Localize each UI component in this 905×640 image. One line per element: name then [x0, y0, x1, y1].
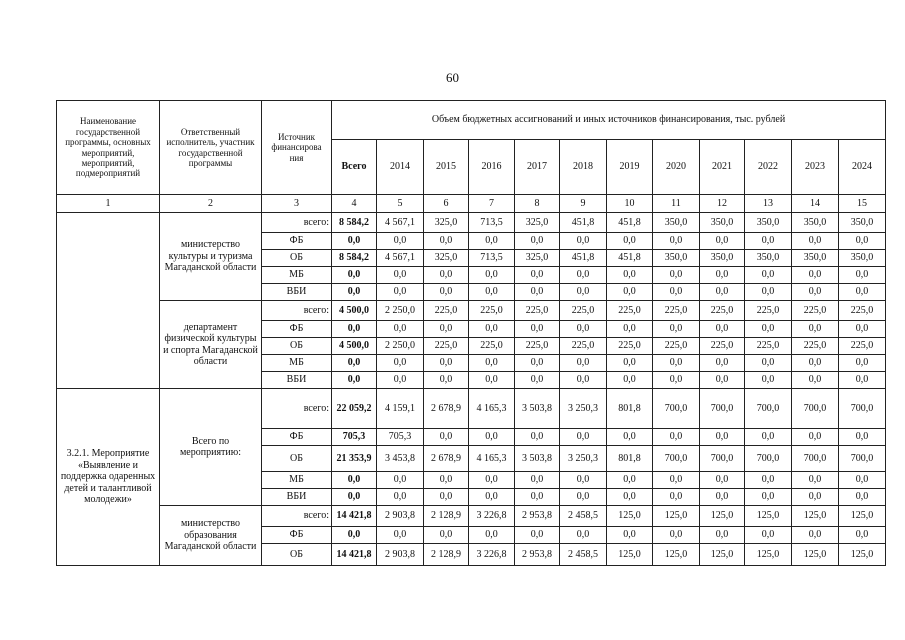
year-value-cell: 4 567,1 — [377, 213, 424, 233]
year-value-cell: 0,0 — [607, 284, 653, 301]
funding-source-cell: ОБ — [262, 338, 332, 355]
year-value-cell: 713,5 — [469, 213, 515, 233]
year-value-cell: 0,0 — [700, 284, 745, 301]
year-value-cell: 0,0 — [700, 372, 745, 389]
funding-source-cell: ФБ — [262, 321, 332, 338]
year-value-cell: 0,0 — [424, 429, 469, 446]
funding-source-cell: ФБ — [262, 233, 332, 250]
year-value-cell: 225,0 — [653, 301, 700, 321]
column-number: 5 — [377, 195, 424, 213]
year-value-cell: 0,0 — [515, 321, 560, 338]
total-cell: 0,0 — [332, 321, 377, 338]
total-cell: 0,0 — [332, 489, 377, 506]
total-cell: 0,0 — [332, 472, 377, 489]
year-value-cell: 0,0 — [469, 527, 515, 544]
program-name-cell: 3.2.1. Мероприятие «Выявление и поддержка одаренных детей и талантливой молодежи» — [57, 389, 160, 566]
year-value-cell: 0,0 — [377, 321, 424, 338]
year-value-cell: 0,0 — [607, 233, 653, 250]
total-cell: 8 584,2 — [332, 213, 377, 233]
column-number: 15 — [839, 195, 886, 213]
year-value-cell: 225,0 — [515, 301, 560, 321]
year-value-cell: 0,0 — [515, 372, 560, 389]
column-number: 13 — [745, 195, 792, 213]
year-value-cell: 0,0 — [700, 355, 745, 372]
year-value-cell: 0,0 — [515, 284, 560, 301]
header-total: Всего — [332, 140, 377, 195]
column-number: 12 — [700, 195, 745, 213]
year-value-cell: 3 226,8 — [469, 506, 515, 527]
year-value-cell: 0,0 — [653, 267, 700, 284]
year-value-cell: 700,0 — [792, 389, 839, 429]
year-value-cell: 0,0 — [792, 489, 839, 506]
year-value-cell: 0,0 — [653, 429, 700, 446]
year-value-cell: 0,0 — [700, 267, 745, 284]
year-value-cell: 4 567,1 — [377, 250, 424, 267]
year-value-cell: 0,0 — [745, 267, 792, 284]
funding-source-cell: МБ — [262, 472, 332, 489]
funding-source-cell: ОБ — [262, 250, 332, 267]
year-value-cell: 0,0 — [515, 527, 560, 544]
table-row — [57, 389, 886, 429]
year-value-cell: 0,0 — [839, 372, 886, 389]
funding-source-cell: МБ — [262, 355, 332, 372]
funding-source-cell: всего: — [262, 213, 332, 233]
year-value-cell: 125,0 — [792, 506, 839, 527]
year-value-cell: 125,0 — [839, 544, 886, 566]
total-cell: 0,0 — [332, 284, 377, 301]
year-value-cell: 4 165,3 — [469, 389, 515, 429]
year-value-cell: 0,0 — [607, 267, 653, 284]
year-value-cell: 350,0 — [745, 213, 792, 233]
year-value-cell: 4 165,3 — [469, 446, 515, 472]
year-value-cell: 0,0 — [745, 527, 792, 544]
year-value-cell: 0,0 — [469, 472, 515, 489]
year-value-cell: 0,0 — [700, 233, 745, 250]
year-value-cell: 125,0 — [792, 544, 839, 566]
total-cell: 8 584,2 — [332, 250, 377, 267]
year-value-cell: 0,0 — [560, 284, 607, 301]
year-value-cell: 0,0 — [469, 284, 515, 301]
year-value-cell: 0,0 — [839, 472, 886, 489]
total-cell: 0,0 — [332, 527, 377, 544]
year-value-cell: 225,0 — [745, 338, 792, 355]
year-value-cell: 0,0 — [560, 527, 607, 544]
year-value-cell: 0,0 — [745, 489, 792, 506]
year-value-cell: 4 159,1 — [377, 389, 424, 429]
year-value-cell: 225,0 — [792, 338, 839, 355]
year-value-cell: 2 953,8 — [515, 544, 560, 566]
year-value-cell: 0,0 — [560, 355, 607, 372]
year-value-cell: 0,0 — [424, 321, 469, 338]
year-value-cell: 3 453,8 — [377, 446, 424, 472]
year-value-cell: 225,0 — [607, 301, 653, 321]
header-year: 2021 — [700, 140, 745, 195]
year-value-cell: 0,0 — [377, 355, 424, 372]
year-value-cell: 0,0 — [424, 267, 469, 284]
year-value-cell: 2 128,9 — [424, 544, 469, 566]
year-value-cell: 0,0 — [377, 267, 424, 284]
funding-source-cell: ВБИ — [262, 284, 332, 301]
year-value-cell: 0,0 — [700, 321, 745, 338]
year-value-cell: 0,0 — [515, 267, 560, 284]
executor-cell: Всего по мероприятию: — [160, 389, 262, 506]
executor-cell: министерство образования Магаданской области — [160, 506, 262, 566]
year-value-cell: 0,0 — [839, 284, 886, 301]
header-year: 2022 — [745, 140, 792, 195]
year-value-cell: 0,0 — [700, 489, 745, 506]
column-number: 3 — [262, 195, 332, 213]
year-value-cell: 0,0 — [560, 321, 607, 338]
year-value-cell: 350,0 — [839, 213, 886, 233]
year-value-cell: 225,0 — [839, 301, 886, 321]
year-value-cell: 125,0 — [745, 506, 792, 527]
year-value-cell: 0,0 — [607, 472, 653, 489]
funding-source-cell: всего: — [262, 506, 332, 527]
year-value-cell: 0,0 — [700, 472, 745, 489]
year-value-cell: 0,0 — [653, 472, 700, 489]
year-value-cell: 0,0 — [377, 472, 424, 489]
year-value-cell: 225,0 — [792, 301, 839, 321]
year-value-cell: 125,0 — [653, 544, 700, 566]
year-value-cell: 350,0 — [653, 250, 700, 267]
header-year: 2018 — [560, 140, 607, 195]
total-cell: 4 500,0 — [332, 301, 377, 321]
year-value-cell: 2 678,9 — [424, 446, 469, 472]
year-value-cell: 0,0 — [839, 527, 886, 544]
year-value-cell: 0,0 — [469, 355, 515, 372]
year-value-cell: 0,0 — [515, 355, 560, 372]
year-value-cell: 0,0 — [839, 321, 886, 338]
year-value-cell: 350,0 — [792, 213, 839, 233]
total-cell: 0,0 — [332, 267, 377, 284]
budget-table — [56, 100, 886, 566]
year-value-cell: 801,8 — [607, 446, 653, 472]
year-value-cell: 0,0 — [424, 489, 469, 506]
year-value-cell: 451,8 — [607, 213, 653, 233]
year-value-cell: 125,0 — [607, 506, 653, 527]
year-value-cell: 325,0 — [515, 250, 560, 267]
year-value-cell: 0,0 — [792, 355, 839, 372]
total-cell: 0,0 — [332, 372, 377, 389]
year-value-cell: 0,0 — [653, 284, 700, 301]
year-value-cell: 125,0 — [607, 544, 653, 566]
header-year: 2017 — [515, 140, 560, 195]
year-value-cell: 0,0 — [792, 284, 839, 301]
year-value-cell: 0,0 — [515, 429, 560, 446]
year-value-cell: 125,0 — [653, 506, 700, 527]
year-value-cell: 700,0 — [839, 446, 886, 472]
total-cell: 0,0 — [332, 355, 377, 372]
year-value-cell: 0,0 — [469, 233, 515, 250]
year-value-cell: 350,0 — [792, 250, 839, 267]
year-value-cell: 125,0 — [700, 506, 745, 527]
year-value-cell: 0,0 — [560, 372, 607, 389]
year-value-cell: 3 503,8 — [515, 446, 560, 472]
year-value-cell: 0,0 — [792, 267, 839, 284]
header-year: 2014 — [377, 140, 424, 195]
year-value-cell: 0,0 — [607, 489, 653, 506]
column-number: 6 — [424, 195, 469, 213]
year-value-cell: 0,0 — [607, 429, 653, 446]
year-value-cell: 0,0 — [560, 489, 607, 506]
total-cell: 14 421,8 — [332, 544, 377, 566]
page-number: 60 — [446, 70, 459, 85]
year-value-cell: 3 250,3 — [560, 446, 607, 472]
year-value-cell: 2 678,9 — [424, 389, 469, 429]
year-value-cell: 0,0 — [377, 372, 424, 389]
total-cell: 705,3 — [332, 429, 377, 446]
year-value-cell: 0,0 — [839, 429, 886, 446]
year-value-cell: 0,0 — [745, 429, 792, 446]
year-value-cell: 0,0 — [745, 284, 792, 301]
year-value-cell: 125,0 — [839, 506, 886, 527]
year-value-cell: 225,0 — [515, 338, 560, 355]
year-value-cell: 0,0 — [700, 429, 745, 446]
year-value-cell: 2 128,9 — [424, 506, 469, 527]
header-executor: Ответственный исполнитель, участник государственной программы — [160, 101, 262, 195]
year-value-cell: 0,0 — [653, 233, 700, 250]
year-value-cell: 0,0 — [424, 527, 469, 544]
executor-cell: департамент физической культуры и спорта Магаданской области — [160, 301, 262, 389]
year-value-cell: 0,0 — [792, 527, 839, 544]
year-value-cell: 451,8 — [607, 250, 653, 267]
funding-source-cell: ОБ — [262, 544, 332, 566]
year-value-cell: 125,0 — [700, 544, 745, 566]
year-value-cell: 451,8 — [560, 213, 607, 233]
year-value-cell: 2 953,8 — [515, 506, 560, 527]
year-value-cell: 0,0 — [560, 233, 607, 250]
column-number: 2 — [160, 195, 262, 213]
column-number: 1 — [57, 195, 160, 213]
year-value-cell: 0,0 — [839, 233, 886, 250]
year-value-cell: 350,0 — [839, 250, 886, 267]
year-value-cell: 700,0 — [700, 389, 745, 429]
year-value-cell: 0,0 — [839, 489, 886, 506]
year-value-cell: 0,0 — [792, 233, 839, 250]
year-value-cell: 0,0 — [792, 429, 839, 446]
year-value-cell: 0,0 — [424, 284, 469, 301]
header-funding-source: Источник финансирова ния — [262, 101, 332, 195]
year-value-cell: 350,0 — [700, 213, 745, 233]
year-value-cell: 2 250,0 — [377, 301, 424, 321]
column-number: 4 — [332, 195, 377, 213]
year-value-cell: 713,5 — [469, 250, 515, 267]
year-value-cell: 2 458,5 — [560, 506, 607, 527]
header-year: 2020 — [653, 140, 700, 195]
year-value-cell: 0,0 — [653, 527, 700, 544]
funding-source-cell: всего: — [262, 301, 332, 321]
year-value-cell: 0,0 — [560, 472, 607, 489]
year-value-cell: 350,0 — [745, 250, 792, 267]
year-value-cell: 0,0 — [745, 233, 792, 250]
year-value-cell: 3 250,3 — [560, 389, 607, 429]
year-value-cell: 0,0 — [792, 321, 839, 338]
funding-source-cell: ВБИ — [262, 372, 332, 389]
year-value-cell: 0,0 — [653, 355, 700, 372]
year-value-cell: 0,0 — [469, 372, 515, 389]
year-value-cell: 0,0 — [469, 489, 515, 506]
year-value-cell: 0,0 — [607, 372, 653, 389]
year-value-cell: 0,0 — [560, 267, 607, 284]
year-value-cell: 700,0 — [745, 446, 792, 472]
header-program-name: Наименование государственной программы, основных мероприятий, мероприятий, подмероприятий — [57, 101, 160, 195]
column-number: 7 — [469, 195, 515, 213]
year-value-cell: 350,0 — [700, 250, 745, 267]
header-year: 2016 — [469, 140, 515, 195]
year-value-cell: 2 903,8 — [377, 506, 424, 527]
funding-source-cell: всего: — [262, 389, 332, 429]
year-value-cell: 3 503,8 — [515, 389, 560, 429]
year-value-cell: 700,0 — [653, 389, 700, 429]
year-value-cell: 0,0 — [377, 489, 424, 506]
funding-source-cell: ВБИ — [262, 489, 332, 506]
header-year: 2015 — [424, 140, 469, 195]
year-value-cell: 801,8 — [607, 389, 653, 429]
year-value-cell: 0,0 — [560, 429, 607, 446]
funding-source-cell: ОБ — [262, 446, 332, 472]
column-number: 11 — [653, 195, 700, 213]
year-value-cell: 2 903,8 — [377, 544, 424, 566]
column-number: 10 — [607, 195, 653, 213]
year-value-cell: 0,0 — [745, 321, 792, 338]
year-value-cell: 225,0 — [653, 338, 700, 355]
total-cell: 21 353,9 — [332, 446, 377, 472]
funding-source-cell: МБ — [262, 267, 332, 284]
year-value-cell: 0,0 — [515, 233, 560, 250]
year-value-cell: 225,0 — [745, 301, 792, 321]
total-cell: 0,0 — [332, 233, 377, 250]
year-value-cell: 0,0 — [424, 355, 469, 372]
year-value-cell: 451,8 — [560, 250, 607, 267]
year-value-cell: 0,0 — [745, 355, 792, 372]
year-value-cell: 0,0 — [653, 489, 700, 506]
table-row — [57, 506, 886, 527]
column-number: 9 — [560, 195, 607, 213]
year-value-cell: 0,0 — [469, 321, 515, 338]
header-year: 2024 — [839, 140, 886, 195]
year-value-cell: 0,0 — [607, 527, 653, 544]
year-value-cell: 0,0 — [700, 527, 745, 544]
year-value-cell: 0,0 — [515, 472, 560, 489]
year-value-cell: 0,0 — [653, 372, 700, 389]
year-value-cell: 0,0 — [377, 233, 424, 250]
funding-source-cell: ФБ — [262, 527, 332, 544]
year-value-cell: 0,0 — [839, 267, 886, 284]
table-row — [57, 301, 886, 321]
year-value-cell: 0,0 — [424, 372, 469, 389]
year-value-cell: 225,0 — [700, 301, 745, 321]
year-value-cell: 700,0 — [745, 389, 792, 429]
year-value-cell: 700,0 — [700, 446, 745, 472]
year-value-cell: 0,0 — [653, 321, 700, 338]
year-value-cell: 2 250,0 — [377, 338, 424, 355]
year-value-cell: 225,0 — [700, 338, 745, 355]
year-value-cell: 325,0 — [424, 250, 469, 267]
year-value-cell: 700,0 — [653, 446, 700, 472]
year-value-cell: 705,3 — [377, 429, 424, 446]
year-value-cell: 0,0 — [607, 321, 653, 338]
program-name-cell — [57, 213, 160, 389]
total-cell: 4 500,0 — [332, 338, 377, 355]
year-value-cell: 350,0 — [653, 213, 700, 233]
year-value-cell: 2 458,5 — [560, 544, 607, 566]
year-value-cell: 225,0 — [560, 338, 607, 355]
funding-source-cell: ФБ — [262, 429, 332, 446]
year-value-cell: 0,0 — [745, 372, 792, 389]
total-cell: 22 059,2 — [332, 389, 377, 429]
year-value-cell: 125,0 — [745, 544, 792, 566]
year-value-cell: 325,0 — [424, 213, 469, 233]
year-value-cell: 0,0 — [792, 372, 839, 389]
year-value-cell: 0,0 — [515, 489, 560, 506]
year-value-cell: 0,0 — [745, 472, 792, 489]
header-year: 2019 — [607, 140, 653, 195]
column-number: 8 — [515, 195, 560, 213]
year-value-cell: 700,0 — [792, 446, 839, 472]
year-value-cell: 225,0 — [469, 301, 515, 321]
year-value-cell: 325,0 — [515, 213, 560, 233]
year-value-cell: 700,0 — [839, 389, 886, 429]
year-value-cell: 3 226,8 — [469, 544, 515, 566]
year-value-cell: 225,0 — [424, 301, 469, 321]
year-value-cell: 0,0 — [469, 267, 515, 284]
year-value-cell: 225,0 — [560, 301, 607, 321]
year-value-cell: 225,0 — [839, 338, 886, 355]
year-value-cell: 0,0 — [839, 355, 886, 372]
year-value-cell: 225,0 — [607, 338, 653, 355]
table-row — [57, 213, 886, 233]
year-value-cell: 225,0 — [424, 338, 469, 355]
year-value-cell: 0,0 — [377, 527, 424, 544]
year-value-cell: 225,0 — [469, 338, 515, 355]
year-value-cell: 0,0 — [792, 472, 839, 489]
column-number: 14 — [792, 195, 839, 213]
year-value-cell: 0,0 — [424, 472, 469, 489]
header-budget-group: Объем бюджетных ассигнований и иных источников финансирования, тыс. рублей — [332, 101, 886, 140]
year-value-cell: 0,0 — [377, 284, 424, 301]
header-year: 2023 — [792, 140, 839, 195]
year-value-cell: 0,0 — [607, 355, 653, 372]
year-value-cell: 0,0 — [469, 429, 515, 446]
executor-cell: министерство культуры и туризма Магаданской области — [160, 213, 262, 301]
year-value-cell: 0,0 — [424, 233, 469, 250]
total-cell: 14 421,8 — [332, 506, 377, 527]
